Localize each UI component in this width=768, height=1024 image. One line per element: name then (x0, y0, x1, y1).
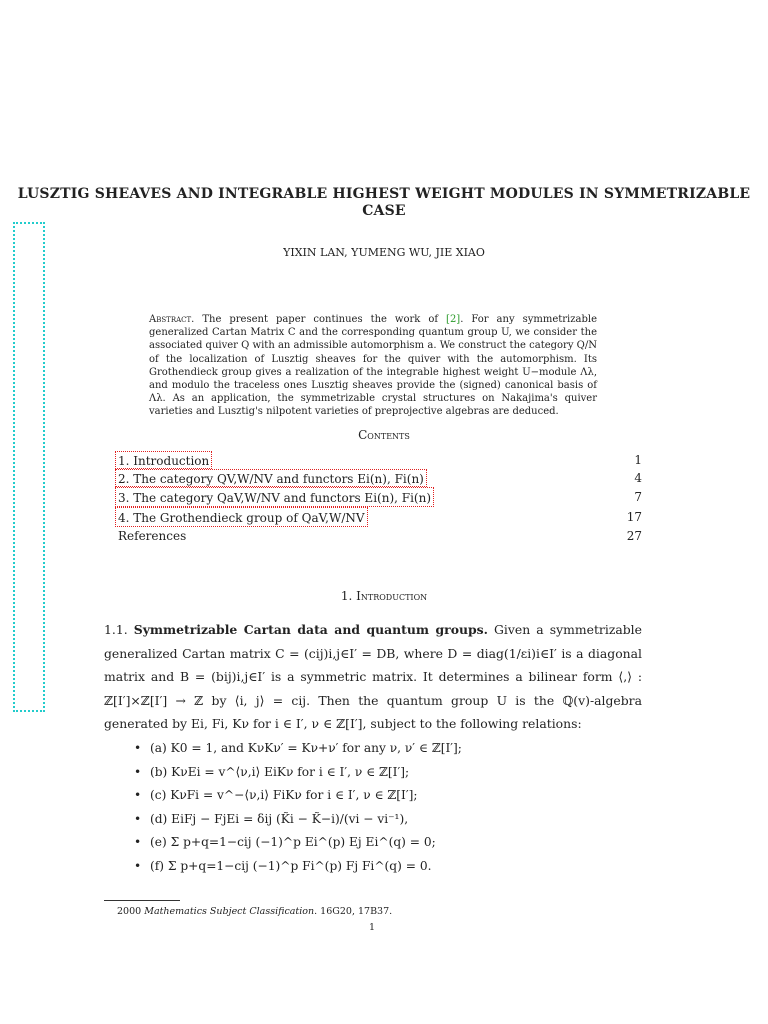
list-item: • (c) KνFi = v^−⟨ν,i⟩ FiKν for i ∈ I′, ν ∈ ℤ[I′]; (134, 788, 418, 802)
footnote-codes: 16G20, 17B37. (320, 906, 393, 917)
intro-paragraph (104, 618, 642, 736)
subsection-number: 1.1. (104, 622, 128, 637)
toc-link-section-4[interactable]: 4. The Grothendieck group of QaV,W/NV (115, 507, 368, 527)
toc-row (118, 487, 642, 507)
list-item: • (f) Σ p+q=1−cij (−1)^p Fi^(p) Fj Fi^(q) = 0. (134, 858, 432, 873)
paper-title: LUSZTIG SHEAVES AND INTEGRABLE HIGHEST WEIGHT MODULES IN SYMMETRIZABLE CASE (17, 186, 751, 219)
toc-link-references[interactable]: References (118, 529, 187, 543)
citation-link[interactable]: [2] (446, 314, 461, 325)
toc-row (118, 469, 642, 487)
toc-page: 27 (626, 529, 642, 543)
list-item: • (e) Σ p+q=1−cij (−1)^p Ei^(p) Ej Ei^(q) = 0; (134, 835, 436, 849)
footnote-year: 2000 (117, 906, 142, 917)
abstract-text-2: . For any symmetrizable generalized Cartan Matrix C and the corresponding quantum group U, we consider the associated quiver Q with an admissible automorphism a. We construct the category Q/N of the localization of Lusztig sheaves for the quiver with the automorphism. Its Grothendieck group gives a realization of the integrable highest weight U−module Λλ, and modulo the traceless ones Lusztig sheaves provide the (signed) canonical basis of Λλ. As an application, the symmetrizable crystal structures on Nakajima's quiver varieties and Lusztig's nilpotent varieties of preprojective algebras are deduced. (149, 314, 597, 418)
contents-heading: Contents (358, 428, 410, 442)
toc-link-section-3[interactable]: 3. The category QaV,W/NV and functors Ei(n), Fi(n) (115, 487, 434, 507)
paper-authors: YIXIN LAN, YUMENG WU, JIE XIAO (283, 246, 485, 259)
toc-link-introduction[interactable]: 1. Introduction (115, 451, 212, 469)
relations-list (134, 737, 634, 878)
list-item: • (b) KνEi = v^⟨ν,i⟩ EiKν for i ∈ I′, ν ∈ ℤ[I′]; (134, 764, 410, 779)
arxiv-sidebar-link[interactable] (13, 222, 45, 712)
toc-page: 7 (634, 490, 642, 504)
page-number: 1 (368, 922, 376, 933)
toc-row (118, 527, 642, 545)
abstract-text-1: The present paper continues the work of (202, 314, 447, 325)
section-heading (0, 589, 768, 603)
paragraph-text: Given a symmetrizable generalized Cartan matrix C = (cij)i,j∈I′ = DB, where D = diag(1/εi)i∈I′ is a diagonal matrix and B = (bij)i,j∈I′ is a symmetric matrix. It determines a bilinear form ⟨,⟩ : ℤ[I′]×ℤ[I′] → ℤ by ⟨i, j⟩ = cij. Then the quantum group U is the ℚ(v)-algebra generated by Ei, Fi, Kν for i ∈ I′, ν ∈ ℤ[I′], subject to the following relations: (104, 622, 642, 731)
footnote (117, 906, 392, 917)
toc-row (118, 507, 642, 527)
toc-link-section-2[interactable]: 2. The category QV,W/NV and functors Ei(n), Fi(n) (115, 469, 427, 487)
list-item: • (d) EiFj − FjEi = δij (K̃i − K̃−i)/(vi − vi⁻¹), (134, 811, 409, 826)
toc-page: 4 (634, 471, 642, 485)
list-item: • (a) K0 = 1, and KνKν′ = Kν+ν′ for any ν, ν′ ∈ ℤ[I′]; (134, 741, 462, 755)
toc-page: 17 (626, 510, 642, 524)
section-title: Introduction (356, 589, 428, 603)
subsection-title: Symmetrizable Cartan data and quantum groups. (133, 622, 488, 637)
footnote-label: Mathematics Subject Classification. (144, 906, 318, 917)
toc-page: 1 (634, 453, 642, 467)
section-number: 1. (340, 589, 353, 603)
toc-row (118, 451, 642, 469)
footnote-rule (104, 900, 180, 901)
abstract (149, 313, 597, 419)
table-of-contents (118, 451, 642, 545)
abstract-label: Abstract. (149, 314, 195, 325)
